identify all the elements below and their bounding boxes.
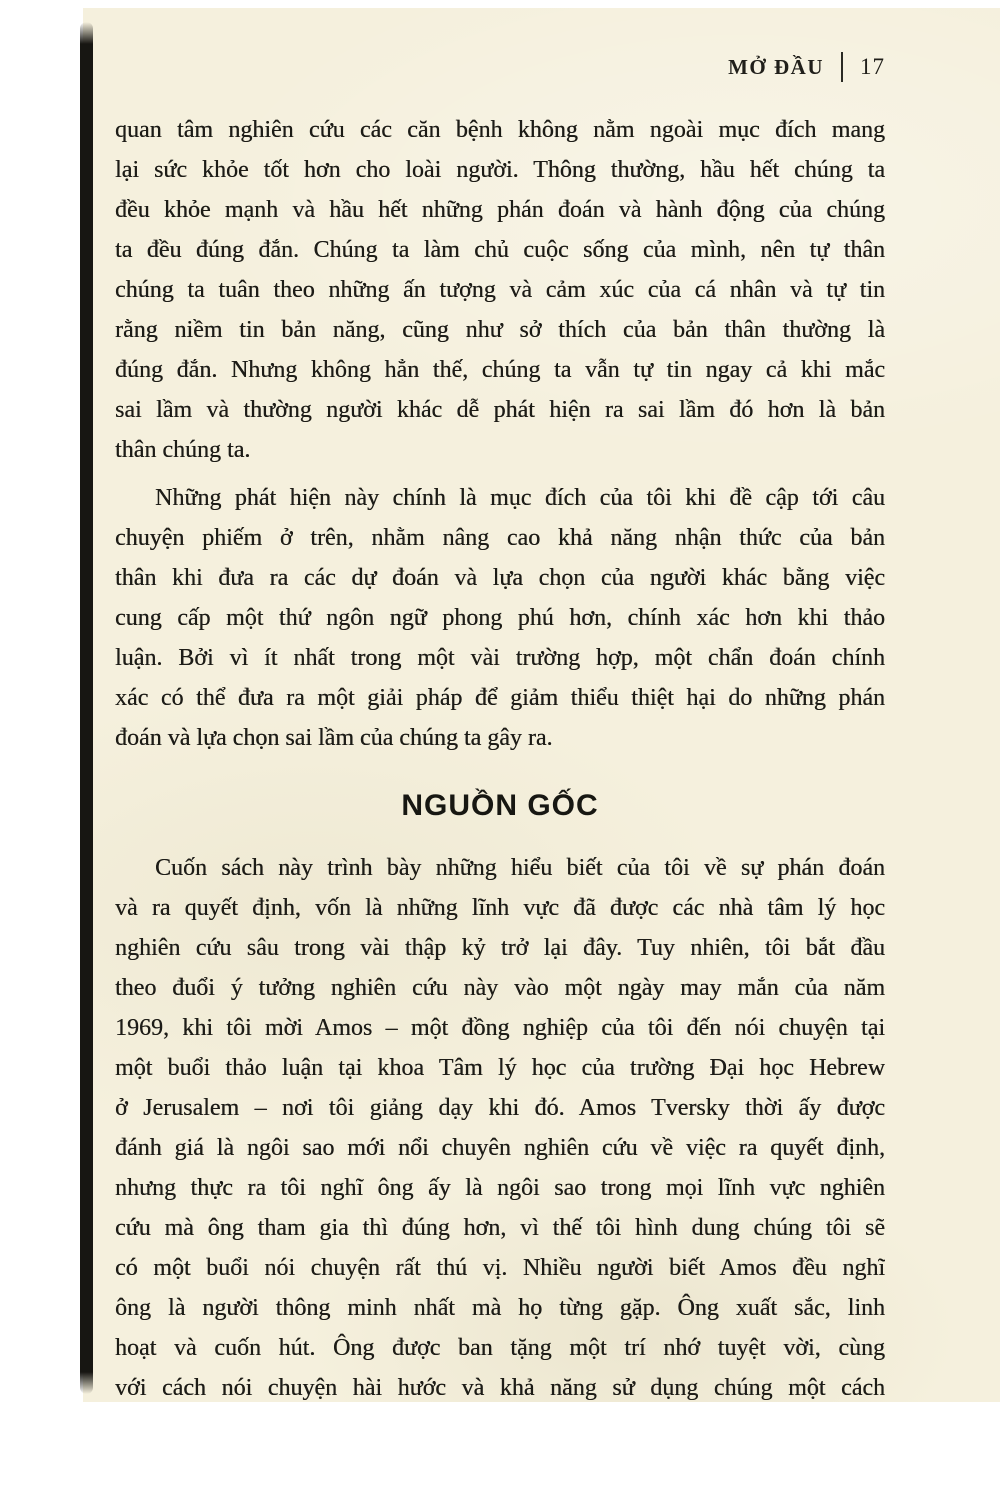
text-line: đoán và lựa chọn sai lầm của chúng ta gây ra.	[115, 725, 553, 751]
text-line: 1969, khi tôi mời Amos – một đồng nghiệp của tôi đến nói chuyện tại	[115, 1015, 885, 1041]
text-line: luận. Bởi vì ít nhất trong một vài trường hợp, một chẩn đoán chính	[115, 645, 885, 671]
text-line: một buổi thảo luận tại khoa Tâm lý học của trường Đại học Hebrew	[115, 1055, 885, 1081]
running-header	[115, 52, 885, 82]
text-line: ta đều đúng đắn. Chúng ta làm chủ cuộc sống của mình, nên tự thân	[115, 237, 885, 263]
text-line: có một buổi nói chuyện rất thú vị. Nhiều người biết Amos đều nghĩ	[115, 1255, 885, 1281]
text-line: cứu mà ông tham gia thì đúng hơn, vì thế tôi hình dung chúng tôi sẽ	[115, 1215, 885, 1241]
scanned-book-page	[83, 8, 1000, 1402]
page-number: 17	[860, 54, 885, 79]
text-line: đánh giá là ngôi sao mới nổi chuyên nghiên cứu về việc ra quyết định,	[115, 1135, 885, 1161]
paragraph	[115, 848, 885, 1408]
text-line: Cuốn sách này trình bày những hiểu biết của tôi về sự phán đoán	[155, 855, 885, 881]
text-line: nhưng thực ra tôi nghĩ ông ấy là ngôi sao trong mọi lĩnh vực nghiên	[115, 1175, 885, 1201]
body-text	[115, 110, 885, 1408]
section-heading: NGUỒN GỐC	[401, 789, 599, 822]
text-line: đúng đắn. Nhưng không hẳn thế, chúng ta vẫn tự tin ngay cả khi mắc	[115, 357, 885, 383]
text-line: nghiên cứu sâu trong vài thập kỷ trở lại đây. Tuy nhiên, tôi bắt đầu	[115, 935, 885, 961]
text-line: thân khi đưa ra các dự đoán và lựa chọn của người khác bằng việc	[115, 565, 885, 591]
paragraph	[115, 478, 885, 758]
text-line: chuyện phiếm ở trên, nhằm nâng cao khả năng nhận thức của bản	[115, 525, 885, 551]
text-line: thân chúng ta.	[115, 437, 251, 463]
text-line: theo đuổi ý tưởng nghiên cứu này vào một ngày may mắn của năm	[115, 975, 885, 1001]
running-header-section-label: MỞ ĐẦU	[728, 54, 824, 79]
text-line: đều khỏe mạnh và hầu hết những phán đoán và hành động của chúng	[115, 197, 885, 223]
text-line: sai lầm và thường người khác dễ phát hiện ra sai lầm đó hơn là bản	[115, 397, 885, 423]
text-line: quan tâm nghiên cứu các căn bệnh không nằm ngoài mục đích mang	[115, 117, 885, 143]
paragraph	[115, 110, 885, 470]
text-line: hoạt và cuốn hút. Ông được ban tặng một trí nhớ tuyệt vời, cùng	[115, 1335, 885, 1361]
text-line: cung cấp một thứ ngôn ngữ phong phú hơn, chính xác hơn khi thảo	[115, 605, 885, 631]
text-line: ông là người thông minh nhất mà họ từng gặp. Ông xuất sắc, linh	[115, 1295, 885, 1321]
text-line: lại sức khỏe tốt hơn cho loài người. Thông thường, hầu hết chúng ta	[115, 157, 885, 183]
text-line: rằng niềm tin bản năng, cũng như sở thích của bản thân thường là	[115, 317, 885, 343]
text-line: Những phát hiện này chính là mục đích của tôi khi đề cập tới câu	[155, 485, 885, 511]
header-divider	[841, 52, 843, 82]
text-line: xác có thể đưa ra một giải pháp để giảm thiểu thiệt hại do những phán	[115, 685, 885, 711]
text-line: và ra quyết định, vốn là những lĩnh vực đã được các nhà tâm lý học	[115, 895, 885, 921]
text-line: với cách nói chuyện hài hước và khả năng sử dụng chúng một cách	[115, 1375, 885, 1401]
text-line: chúng ta tuân theo những ấn tượng và cảm xúc của cá nhân và tự tin	[115, 277, 885, 303]
text-line: ở Jerusalem – nơi tôi giảng dạy khi đó. Amos Tversky thời ấy được	[115, 1095, 885, 1121]
book-gutter-shadow	[80, 22, 93, 1394]
